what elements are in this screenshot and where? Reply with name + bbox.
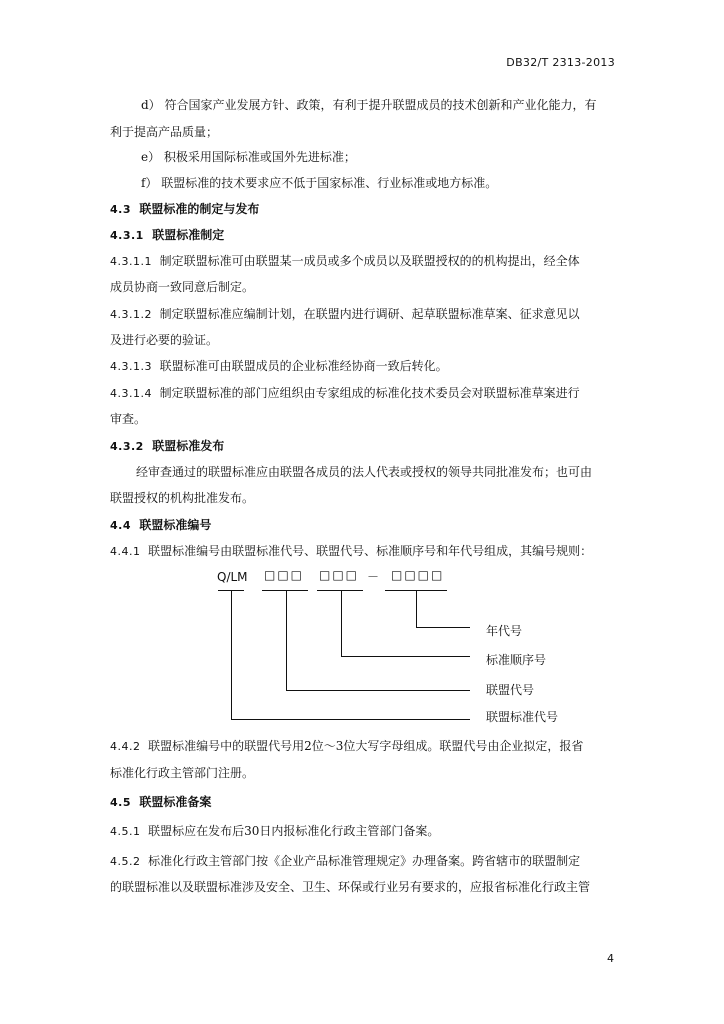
section-number: 4.5 <box>110 796 131 809</box>
list-item-e: e） 积极采用国际标准或国外先进标准； <box>141 150 356 164</box>
clause-number: 4.5.1 <box>110 825 141 838</box>
list-item-d-line2: 利于提高产品质量； <box>110 125 219 139</box>
clause-4-4-2-line1 <box>110 740 583 752</box>
clause-text: 制定联盟标准可由联盟某一成员或多个成员以及联盟授权的的机构提出，经全体 <box>159 254 580 268</box>
list-item-f: f） 联盟标准的技术要求应不低于国家标准、行业标准或地方标准。 <box>141 176 498 190</box>
diagram-dash: － <box>367 570 382 584</box>
clause-4-5-2-line1 <box>110 855 580 867</box>
section-number: 4.3.2 <box>110 440 144 453</box>
section-title: 联盟标准发布 <box>152 439 225 453</box>
section-title: 联盟标准备案 <box>139 795 212 809</box>
clause-text: 联盟标准可由联盟成员的企业标准经协商一致后转化。 <box>159 359 448 373</box>
clause-text: 联盟标应在发布后30日内报标准化行政主管部门备案。 <box>148 824 440 838</box>
clause-number: 4.3.1.2 <box>110 308 152 321</box>
diagram-year-boxes: □□□□ <box>391 568 445 582</box>
list-item-d-line1: d） 符合国家产业发展方针、政策，有利于提升联盟成员的技术创新和产业化能力，有 <box>141 98 597 112</box>
clause-4-3-2-line2: 联盟授权的机构批准发布。 <box>110 491 255 505</box>
diagram-alliance-code-boxes: □□□ <box>264 568 305 582</box>
clause-number: 4.5.2 <box>110 855 141 868</box>
section-number: 4.3.1 <box>110 229 144 242</box>
section-number: 4.4 <box>110 519 131 532</box>
clause-4-3-1-4-line2: 审查。 <box>110 412 147 426</box>
clause-text: 制定联盟标准应编制计划，在联盟内进行调研、起草联盟标准草案、征求意见以 <box>159 307 580 321</box>
clause-4-5-1 <box>110 825 439 837</box>
clause-4-3-2-line1: 经审查通过的联盟标准应由联盟各成员的法人代表或授权的领导共同批准发布；也可由 <box>136 465 593 479</box>
clause-number: 4.4.2 <box>110 740 141 753</box>
clause-number: 4.4.1 <box>110 545 141 558</box>
diagram-label-year-code: 年代号 <box>486 624 523 638</box>
section-4-5-heading <box>110 796 211 808</box>
clause-number: 4.3.1.3 <box>110 360 152 373</box>
clause-4-3-1-1-line2: 成员协商一致同意后制定。 <box>110 280 255 294</box>
clause-4-4-2-line2: 标准化行政主管部门注册。 <box>110 766 255 780</box>
clause-number: 4.3.1.1 <box>110 255 152 268</box>
page-number: 4 <box>607 952 614 965</box>
diagram-label-alliance-code: 联盟代号 <box>486 683 535 697</box>
diagram-label-sequence-number: 标准顺序号 <box>486 653 547 667</box>
clause-number: 4.3.1.4 <box>110 387 152 400</box>
section-title: 联盟标准的制定与发布 <box>139 202 260 216</box>
clause-text: 制定联盟标准的部门应组织由专家组成的标准化技术委员会对联盟标准草案进行 <box>159 386 580 400</box>
section-title: 联盟标准制定 <box>152 228 225 242</box>
clause-4-3-1-2-line2: 及进行必要的验证。 <box>110 333 219 347</box>
section-number: 4.3 <box>110 203 131 216</box>
diagram-sequence-number-boxes: □□□ <box>319 568 360 582</box>
clause-text: 联盟标准编号由联盟标准代号、联盟代号、标准顺序号和年代号组成，其编号规则： <box>148 544 593 558</box>
document-number-header: DB32/T 2313-2013 <box>506 56 615 69</box>
clause-text: 标准化行政主管部门按《企业产品标准管理规定》办理备案。跨省辖市的联盟制定 <box>148 854 581 868</box>
diagram-prefix: Q/LM <box>217 570 248 584</box>
clause-4-5-2-line2: 的联盟标准以及联盟标准涉及安全、卫生、环保或行业另有要求的，应报省标准化行政主管 <box>110 880 591 894</box>
clause-text: 联盟标准编号中的联盟代号用2位～3位大写字母组成。联盟代号由企业拟定，报省 <box>148 739 584 753</box>
section-title: 联盟标准编号 <box>139 518 212 532</box>
diagram-label-standard-code: 联盟标准代号 <box>486 710 559 724</box>
